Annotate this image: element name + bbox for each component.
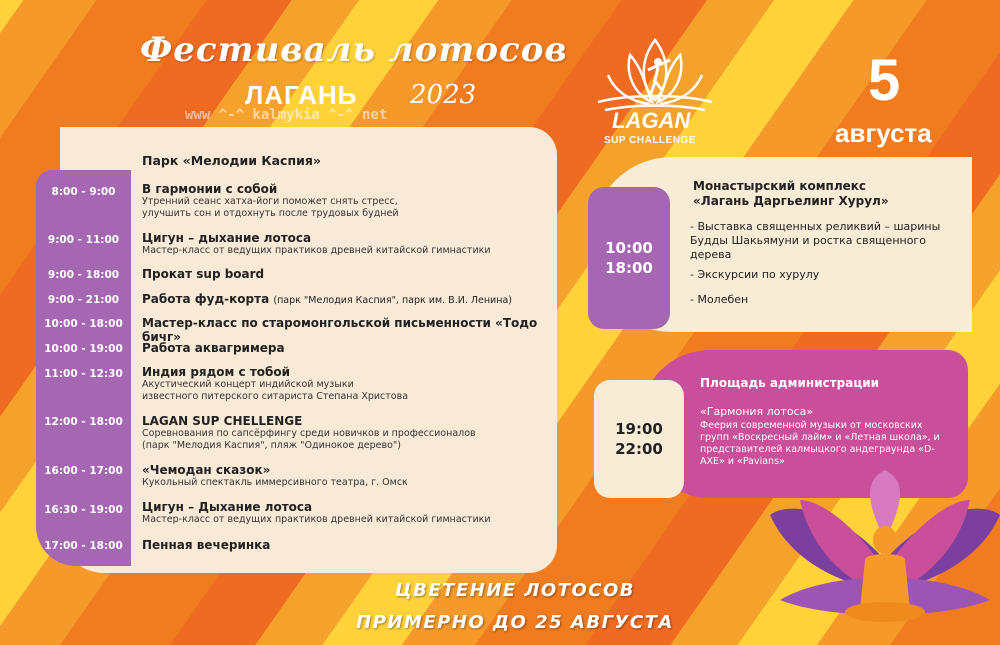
park-title: Парк «Мелодии Каспия» xyxy=(142,153,321,168)
event-title: LAGAN SUP CHELLENGE xyxy=(142,414,303,428)
city-name: ЛАГАНЬ xyxy=(245,80,358,110)
event-time: 8:00 - 9:00 xyxy=(51,186,116,198)
monastery-time-box xyxy=(588,187,670,329)
event-title: Цигун – дыхание лотоса xyxy=(142,231,312,245)
event-item xyxy=(142,231,547,257)
event-desc: Мастер-класс от ведущих практиков древней китайской гимнастики xyxy=(142,514,491,525)
event-title: Пенная вечеринка xyxy=(142,538,271,552)
event-note: (парк "Мелодия Каспия", парк им. В.И. Ленина) xyxy=(273,295,512,306)
event-desc: известного питерского ситариста Степана Христова xyxy=(142,391,409,402)
event-item xyxy=(142,182,547,220)
date-day: 5 xyxy=(868,48,901,113)
admin-time-start: 19:00 xyxy=(615,420,663,438)
admin-square-desc: Феерия современной музыки от московских групп «Воскресный лайм» и «Летная школа», и представителей калмыцкого андеграунда «D-AXE» и «Pavians» xyxy=(700,420,940,467)
event-item xyxy=(142,267,547,281)
event-time: 17:00 - 18:00 xyxy=(44,540,123,552)
event-item xyxy=(142,316,547,344)
event-desc: улучшить сон и отдохнуть после трудовых будней xyxy=(142,208,399,219)
event-time: 9:00 - 21:00 xyxy=(47,294,120,306)
event-time: 16:30 - 19:00 xyxy=(44,504,123,516)
event-desc: Мастер-класс от ведущих практиков древней китайской гимнастики xyxy=(142,245,491,256)
date-month: августа xyxy=(835,118,932,148)
event-title: «Чемодан сказок» xyxy=(142,463,271,477)
event-desc: (парк "Мелодия Каспия", пляж "Одинокое дерево") xyxy=(142,440,401,451)
event-time: 16:00 - 17:00 xyxy=(44,465,123,477)
event-desc: Утренний сеанс хатха-йоги поможет снять стресс, xyxy=(142,196,398,207)
monastery-time-end: 18:00 xyxy=(605,259,653,277)
event-time: 10:00 - 19:00 xyxy=(44,343,123,355)
admin-square-subtitle: «Гармония лотоса» xyxy=(700,405,814,418)
event-time: 11:00 - 12:30 xyxy=(44,368,123,380)
footer-line2: ПРИМЕРНО ДО 25 АВГУСТА xyxy=(356,612,674,633)
logo-subtitle: SUP CHALLENGE xyxy=(604,135,696,146)
event-item xyxy=(142,292,547,308)
monastery-item: - Экскурсии по хурулу xyxy=(690,268,820,281)
event-time: 12:00 - 18:00 xyxy=(44,416,123,428)
event-time: 9:00 - 18:00 xyxy=(47,269,120,281)
event-title: Индия рядом с тобой xyxy=(142,365,291,379)
event-item xyxy=(142,463,547,489)
monastery-time-start: 10:00 xyxy=(605,239,653,257)
event-item xyxy=(142,365,547,403)
event-desc: Соревнования по сапсёрфингу среди новичков и профессионалов xyxy=(142,428,476,439)
event-desc: Акустический концерт индийской музыки xyxy=(142,379,354,390)
watermark-text: www ^-^ kalmykia ^-^ net xyxy=(185,107,388,123)
monastery-item: - Молебен xyxy=(690,293,749,306)
monastery-title-line2: «Лагань Даргьелинг Хурул» xyxy=(693,194,889,208)
event-title: Работа фуд-корта xyxy=(142,292,270,306)
monastery-item: - Выставка священных реликвий – шарины Будды Шакьямуни и ростка священного дерева xyxy=(690,220,941,261)
festival-title: Фестиваль лотосов xyxy=(140,30,568,70)
event-title: В гармонии с собой xyxy=(142,182,278,196)
admin-time-box xyxy=(594,380,684,498)
monastery-title-line1: Монастырский комплекс xyxy=(693,179,867,193)
event-title: Цигун – Дыхание лотоса xyxy=(142,500,313,514)
event-item xyxy=(142,341,547,355)
footer-line1: ЦВЕТЕНИЕ ЛОТОСОВ xyxy=(394,580,636,601)
monastery-title xyxy=(693,179,943,209)
festival-year: 2023 xyxy=(410,80,477,110)
event-time: 10:00 - 18:00 xyxy=(44,318,123,330)
event-title: Работа аквагримера xyxy=(142,341,285,355)
event-title: Прокат sup board xyxy=(142,267,265,281)
logo-name: LAGAN xyxy=(612,108,691,133)
event-desc: Кукольный спектакль иммерсивного театра, г. Омск xyxy=(142,477,408,488)
event-item xyxy=(142,538,547,552)
event-item xyxy=(142,500,547,526)
admin-time-end: 22:00 xyxy=(615,440,663,458)
event-time: 9:00 - 11:00 xyxy=(47,234,120,246)
event-title: Мастер-класс по старомонгольской письменности «Тодо бичг» xyxy=(142,316,538,344)
event-item xyxy=(142,414,547,452)
admin-square-title: Площадь администрации xyxy=(700,376,880,390)
